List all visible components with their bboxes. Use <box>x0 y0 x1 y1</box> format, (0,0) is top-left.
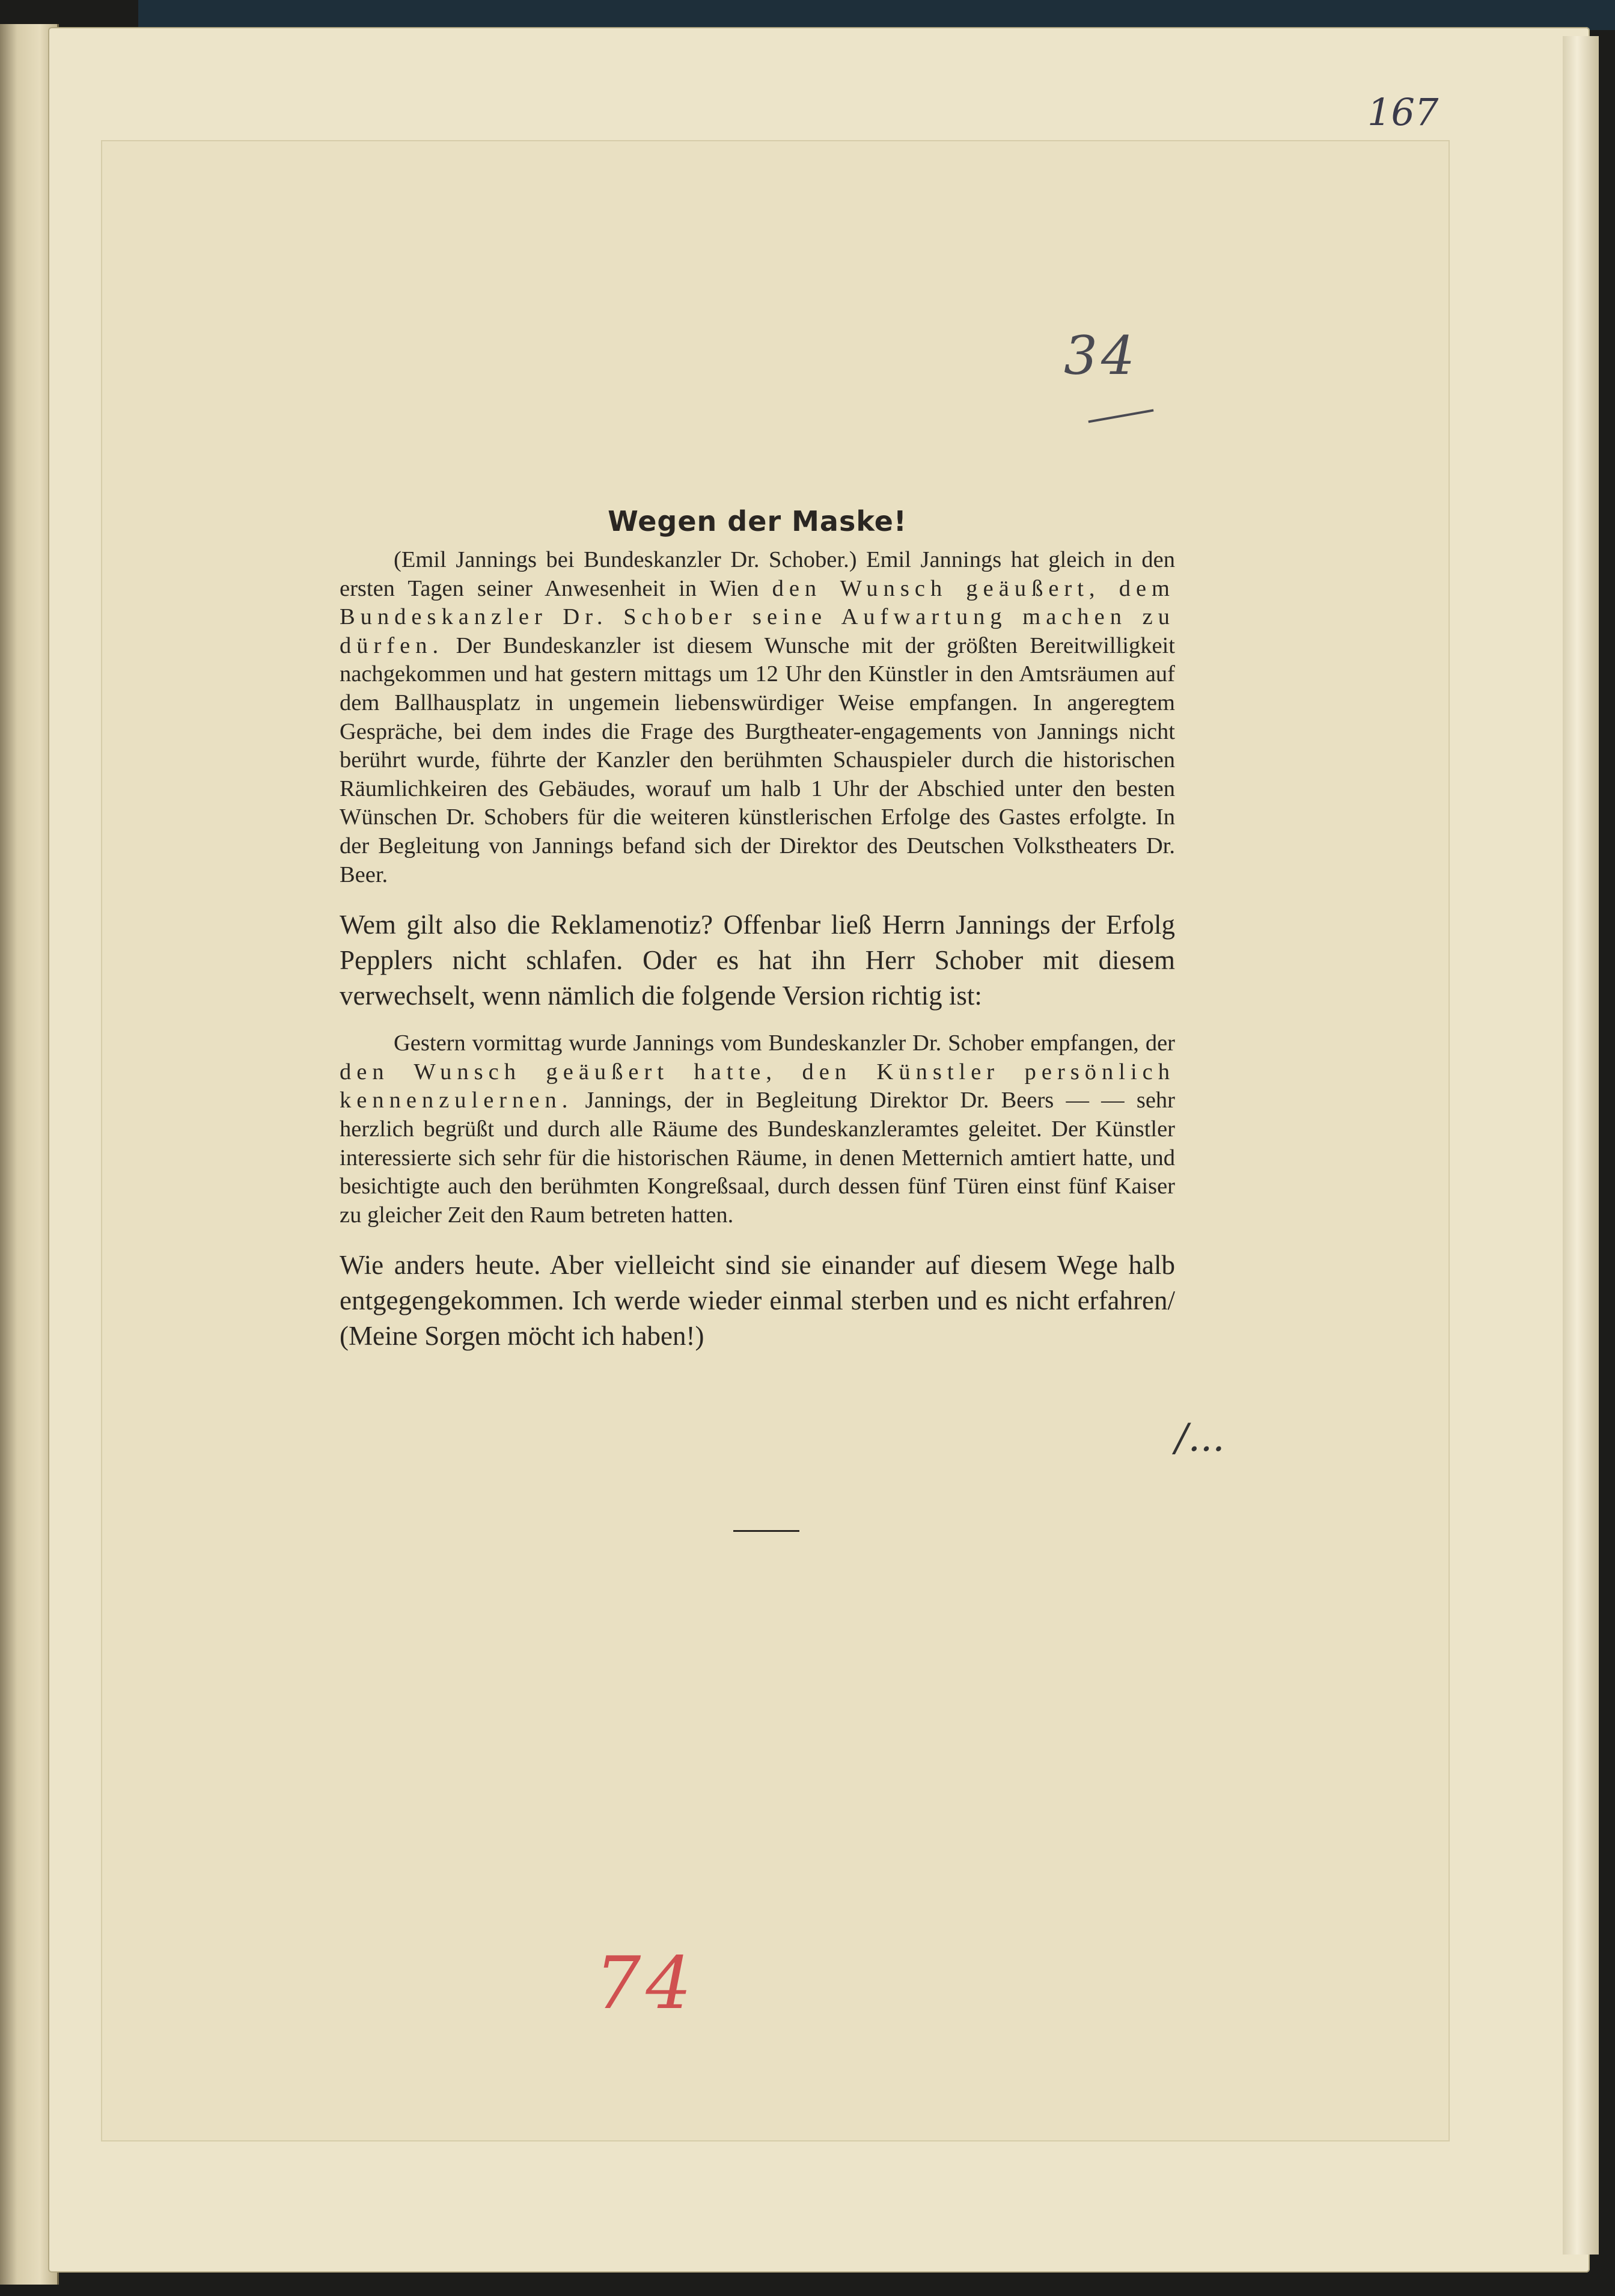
pencil-number: 34 <box>1064 325 1138 387</box>
folio-number: 167 <box>1367 90 1439 134</box>
end-rule <box>733 1530 799 1532</box>
article-title: Wegen der Maske! <box>608 505 907 537</box>
commentary-paragraph-1: Wem gilt also die Reklamenotiz? Offenbar ließ Herrn Jannings der Erfolg Pepplers nicht schlafen. Oder es hat ihn Herr Schober mit diesem verwechselt, wenn nämlich die folgende Version richtig ist: <box>340 910 1175 1011</box>
red-pencil-number: 74 <box>595 1942 697 2025</box>
news-quote-1-text-a: (Emil Jannings bei Bundeskanzler Dr. Schober.) Emil Jannings hat gleich in den ersten Tagen seiner Anwesenheit in Wien <box>340 547 1175 601</box>
article <box>340 505 1175 1370</box>
news-quote-1-spaced: den Wunsch geäußert, dem Bundeskanzler Dr. Schober seine Aufwartung machen zu dürfen. <box>340 575 1176 658</box>
news-quote-1 <box>340 546 1175 889</box>
news-quote-1-text-b: Der Bundeskanzler ist diesem Wunsche mit der größten Bereitwilligkeit nachgekommen und hat gestern mittags um 12 Uhr den Künstler in den Amtsräumen auf dem Ballhausplatz in ungemein liebenswürdiger Weise empfangen. In angeregtem Gespräche, bei dem indes die Frage des Burgtheater-engagements von Jannings nicht berührt wurde, führte der Kanzler den berühmten Schauspieler durch die historischen Räumlichkeiren des Gebäudes, worauf um halb 1 Uhr der Abschied unter den besten Wünschen Dr. Schobers für die weiteren künstlerischen Erfolge des Gastes erfolgte. In der Begleitung von Jannings befand sich der Direktor des Deutschen Volkstheaters Dr. Beer. <box>340 632 1175 887</box>
scan-background-strip <box>138 0 1615 30</box>
page-stack-edge <box>1563 36 1599 2255</box>
news-quote-2-text-b: Jannings, der in Begleitung Direktor Dr. Beers — — sehr herzlich begrüßt und durch alle Räume des Bundeskanzleramtes geleitet. Der Künstler interessierte sich sehr für die historischen Räume, in denen Metternich amtiert hatte, und besichtigte auch den berühmten Kongreßsaal, durch dessen fünf Türen einst fünf Kaiser zu gleicher Zeit den Raum betreten hatten. <box>340 1088 1175 1228</box>
news-quote-2-text-a: Gestern vormittag wurde Jannings vom Bundeskanzler Dr. Schober empfangen, der <box>394 1030 1175 1056</box>
news-quote-2 <box>340 1029 1175 1229</box>
news-quote-2-spaced: den Wunsch geäußert hatte, den Künstler persönlich kennenzulernen. <box>340 1059 1175 1113</box>
margin-mark: /... <box>1175 1416 1225 1460</box>
commentary-paragraph-2: Wie anders heute. Aber vielleicht sind sie einander auf diesem Wege halb entgegengekommen. Ich werde wieder einmal sterben und es nicht erfahren/ (Meine Sorgen möcht ich haben!) <box>340 1250 1175 1352</box>
